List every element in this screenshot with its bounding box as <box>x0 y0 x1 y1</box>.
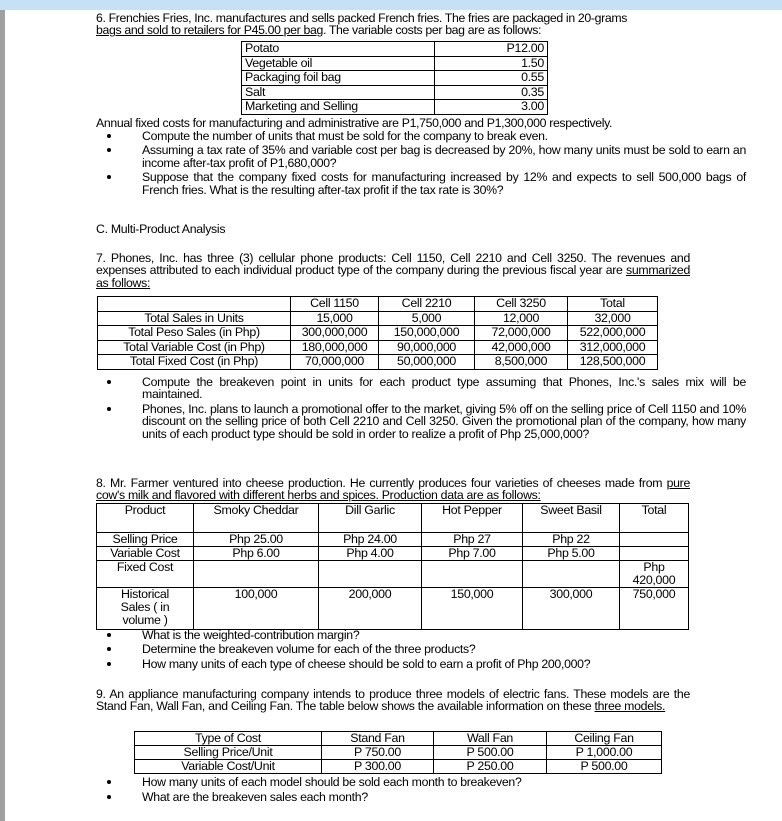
q9-fans-table <box>134 731 662 774</box>
table-row: Selling Price Php 25.00 Php 24.00 Php 27 Php 22 <box>97 533 689 547</box>
table-row: Selling Price/Unit P 750.00 P 500.00 P 1,000.00 <box>135 746 662 760</box>
table-row: Historical Sales ( in volume ) 100,000 200,000 150,000 300,000 750,000 <box>97 588 689 630</box>
list-item: What is the weighted-contribution margin? <box>142 629 746 641</box>
list-item: What are the breakeven sales each month? <box>142 791 746 803</box>
table-header-row: Type of Cost Stand Fan Wall Fan Ceiling Fan <box>135 732 662 746</box>
list-item: Assuming a tax rate of 35% and variable cost per bag is decreased by 20%, how many units must be sold to earn an income after-tax profit of P1,680,000? <box>142 143 746 170</box>
list-item: Determine the breakeven volume for each of the three products? <box>142 643 746 655</box>
list-item: Compute the number of units that must be sold for the company to break even. <box>142 130 746 142</box>
table-row: Total Peso Sales (in Php) 300,000,000 150,000,000 72,000,000 522,000,000 <box>98 326 658 341</box>
q6-questions <box>88 130 746 196</box>
q8-intro: 8. Mr. Farmer ventured into cheese production. He currently produces four varieties of cheeses made from pure cow's milk and flavored with different herbs and spices. Production data are as follows: <box>96 476 690 503</box>
table-header-row: Cell 1150 Cell 2210 Cell 3250 Total <box>98 297 658 312</box>
q7-products-table <box>97 296 658 370</box>
list-item: How many units of each type of cheese should be sold to earn a profit of Php 200,000? <box>142 658 746 670</box>
list-item: Compute the breakeven point in units for each product type assuming that Phones, Inc.'s sales mix will be maintained. <box>142 375 746 402</box>
q8-cheese-table <box>96 503 689 630</box>
table-row: Total Variable Cost (in Php) 180,000,000 90,000,000 42,000,000 312,000,000 <box>98 340 658 355</box>
q6-variable-cost-table <box>241 41 548 115</box>
section-c-title: C. Multi-Product Analysis <box>96 222 226 236</box>
q6-fixed-costs: Annual fixed costs for manufacturing and administrative are P1,750,000 and P1,300,000 respectively. <box>96 116 613 130</box>
table-row: Fixed Cost Php 420,000 <box>97 561 689 588</box>
table-row: Potato P12.00 <box>242 42 548 57</box>
list-item: How many units of each model should be sold each month to breakeven? <box>142 776 746 788</box>
table-row: Salt 0.35 <box>242 85 548 100</box>
table-row: Variable Cost/Unit P 300.00 P 250.00 P 500.00 <box>135 760 662 774</box>
table-row: Total Sales in Units 15,000 5,000 12,000 32,000 <box>98 311 658 326</box>
table-header-row: Product Smoky Cheddar Dill Garlic Hot Pepper Sweet Basil Total <box>97 504 689 533</box>
table-row: Variable Cost Php 6.00 Php 4.00 Php 7.00 Php 5.00 <box>97 547 689 561</box>
q9-questions <box>88 776 746 804</box>
list-item: Phones, Inc. plans to launch a promotional offer to the market, giving 5% off on the selling price of Cell 1150 and 10% discount on the selling price of both Cell 2210 and Cell 3250. Given the promotional plan of the company, how many units of each product type should be sold in order to realize a profit of Php 25,000,000? <box>142 401 746 441</box>
q6-intro: 6. Frenchies Fries, Inc. manufactures and sells packed French fries. The fries are packaged in 20-grams bags and sold to retailers for P45.00 per bag. The variable costs per bag are as follows: <box>96 11 628 38</box>
q9-intro: 9. An appliance manufacturing company intends to produce three models of electric fans. These models are the Stand Fan, Wall Fan, and Ceiling Fan. The table below shows the available information on these three models. <box>96 687 690 714</box>
q8-questions <box>88 629 746 670</box>
q7-questions <box>88 376 746 440</box>
table-row: Packaging foil bag 0.55 <box>242 71 548 86</box>
table-row: Total Fixed Cost (in Php) 70,000,000 50,000,000 8,500,000 128,500,000 <box>98 355 658 370</box>
q7-intro: 7. Phones, Inc. has three (3) cellular phone products: Cell 1150, Cell 2210 and Cell 3250. The revenues and expenses attributed to each individual product type of the company during the previous fiscal year are summarized as follows: <box>96 251 690 290</box>
table-row: Marketing and Selling 3.00 <box>242 100 548 115</box>
list-item: Suppose that the company fixed costs for manufacturing increased by 12% and expects to sell 500,000 bags of French fries. What is the resulting after-tax profit if the tax rate is 30%? <box>142 170 746 197</box>
table-row: Vegetable oil 1.50 <box>242 56 548 71</box>
